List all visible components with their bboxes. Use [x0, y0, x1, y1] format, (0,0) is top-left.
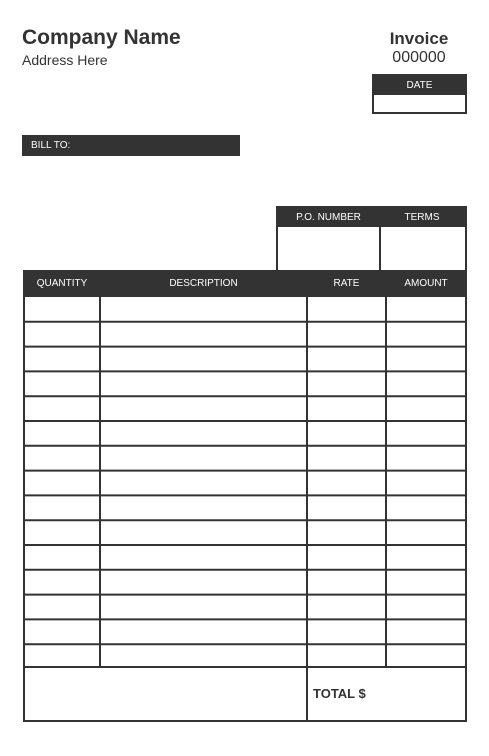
po-terms-divider [379, 227, 381, 270]
date-label: DATE [374, 76, 465, 95]
company-address: Address Here [22, 52, 108, 68]
terms-label: TERMS [404, 212, 440, 223]
po-number-label: P.O. NUMBER [296, 212, 361, 223]
po-terms-header [278, 208, 465, 227]
line-items-table [23, 270, 467, 722]
date-field[interactable] [374, 95, 465, 112]
date-box [372, 74, 467, 114]
po-terms-box [276, 206, 467, 272]
total-label: TOTAL $ [313, 686, 366, 701]
column-header-quantity: QUANTITY [36, 278, 88, 289]
column-header-amount: AMOUNT [404, 278, 448, 289]
bill-to-label: BILL TO: [22, 135, 240, 156]
column-header-description: DESCRIPTION [169, 278, 238, 289]
company-name: Company Name [22, 26, 181, 49]
invoice-title: Invoice [389, 29, 449, 48]
invoice-number: 000000 [392, 49, 446, 66]
table-header-bg [23, 270, 467, 297]
line-items-grid [23, 270, 467, 722]
column-header-rate: RATE [333, 278, 360, 289]
